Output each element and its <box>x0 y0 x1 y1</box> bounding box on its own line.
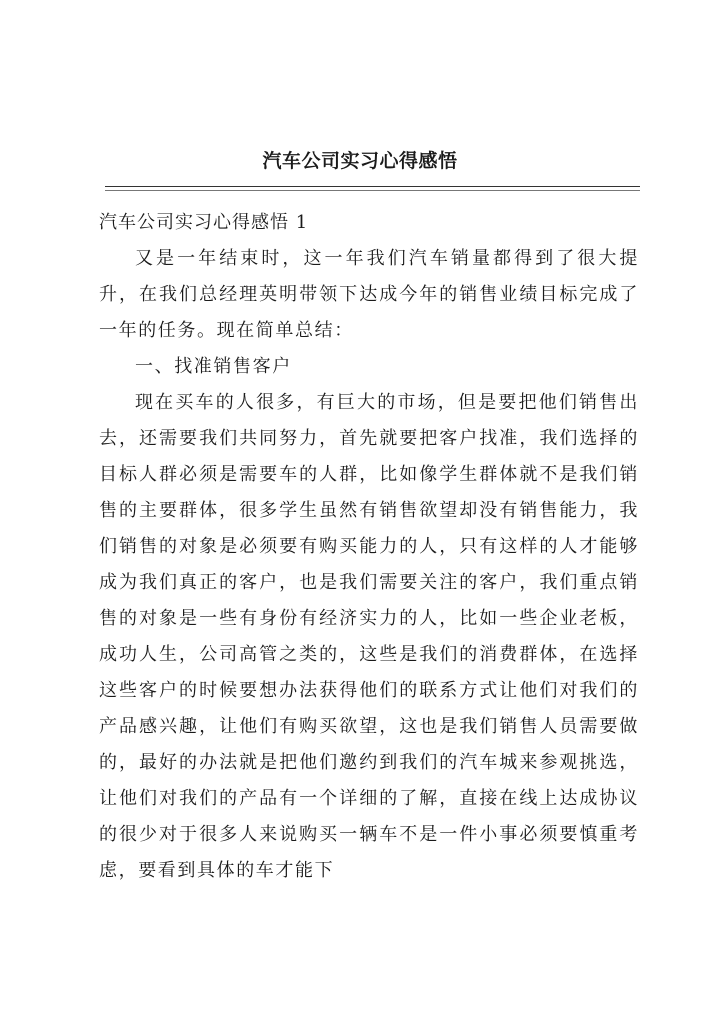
section-heading: 一、找准销售客户 <box>135 356 292 377</box>
section-subtitle: 汽车公司实习心得感悟 1 <box>99 212 309 233</box>
title-divider-secondary <box>105 190 640 191</box>
document-title: 汽车公司实习心得感悟 <box>262 150 458 172</box>
body-paragraph-intro: 又是一年结束时，这一年我们汽车销量都得到了很大提升，在我们总经理英明带领下达成今年的销售业绩目标完成了一年的任务。现在简单总结： <box>99 248 639 341</box>
document-body <box>99 205 639 889</box>
body-paragraph-main: 现在买车的人很多，有巨大的市场，但是要把他们销售出去，还需要我们共同努力，首先就要把客户找准，我们选择的目标人群必须是需要车的人群，比如像学生群体就不是我们销售的主要群体，很多学生虽然有销售欲望却没有销售能力，我们销售的对象是必须要有购买能力的人，只有这样的人才能够成为我们真正的客户，也是我们需要关注的客户，我们重点销售的对象是一些有身份有经济实力的人，比如一些企业老板，成功人生，公司高管之类的，这些是我们的消费群体，在选择这些客户的时候要想办法获得他们的联系方式让他们对我们的产品感兴趣，让他们有购买欲望，这也是我们销售人员需要做的，最好的办法就是把他们邀约到我们的汽车城来参观挑选，让他们对我们的产品有一个详细的了解，直接在线上达成协议的很少对于很多人来说购买一辆车不是一件小事必须要慎重考虑，要看到具体的车才能下 <box>99 392 639 881</box>
title-divider <box>105 186 640 187</box>
